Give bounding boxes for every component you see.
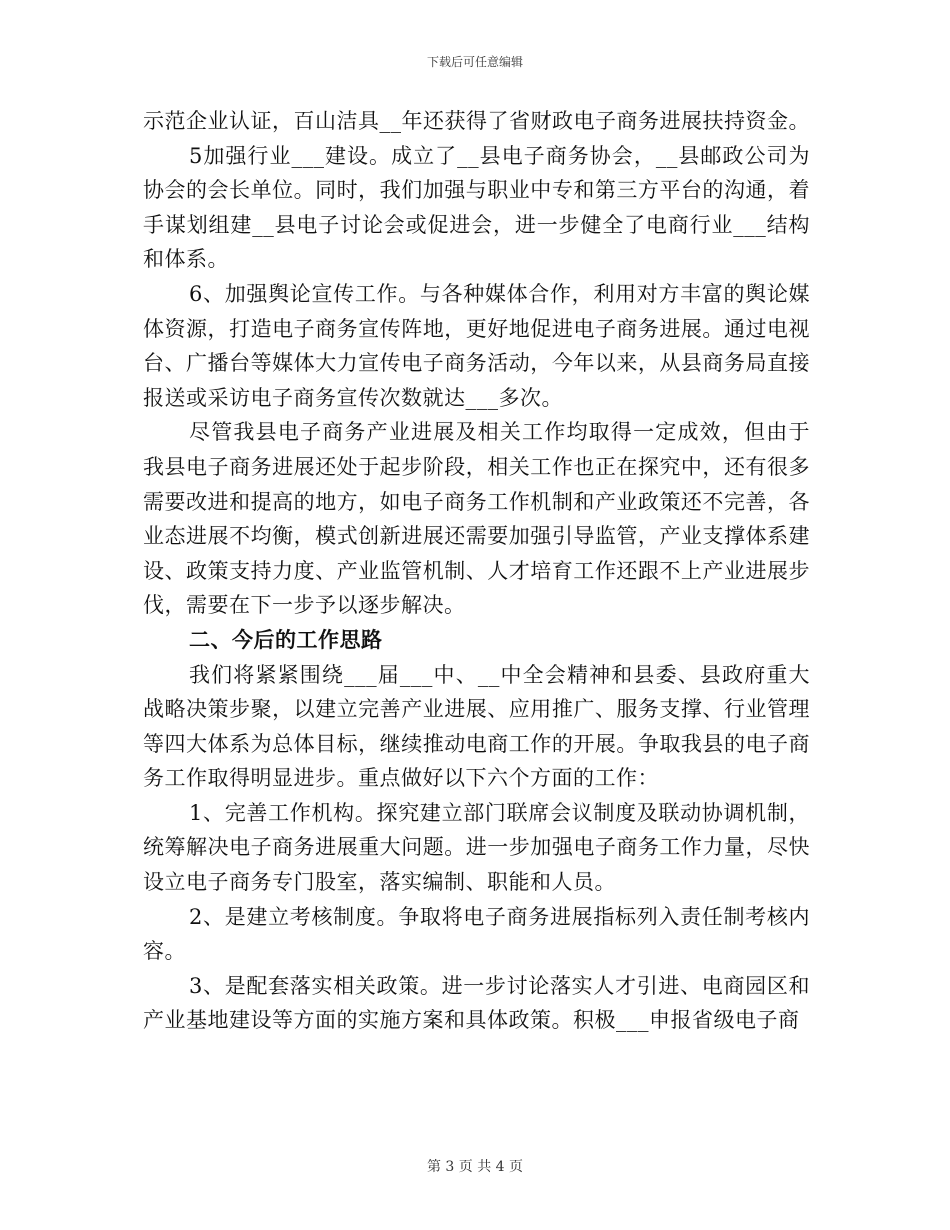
- page-number: 第 3 页 共 4 页: [426, 1159, 524, 1175]
- paragraph-item-3: 3、是配套落实相关政策。进一步讨论落实人才引进、电商园区和产业基地建设等方面的实施方案和具体政策。积极___申报省级电子商: [143, 973, 810, 1033]
- document-body: [143, 104, 810, 1038]
- paragraph-industry-building: 5加强行业___建设。成立了__县电子商务协会，__县邮政公司为协会的会长单位。同时，我们加强与职业中专和第三方平台的沟通，着手谋划组建__县电子讨论会或促进会，进一步健全了电商行业___结构和体系。: [143, 143, 810, 272]
- paragraph-item-2: 2、是建立考核制度。争取将电子商务进展指标列入责任制考核内容。: [143, 904, 810, 964]
- paragraph-challenges: 尽管我县电子商务产业进展及相关工作均取得一定成效，但由于我县电子商务进展还处于起步阶段，相关工作也正在探究中，还有很多需要改进和提高的地方，如电子商务工作机制和产业政策还不完善，各业态进展不均衡，模式创新进展还需要加强引导监管，产业支撑体系建设、政策支持力度、产业监管机制、人才培育工作还跟不上产业进展步伐，需要在下一步予以逐步解决。: [143, 420, 810, 618]
- page-header: 下载后可任意编辑: [426, 55, 523, 69]
- paragraph-publicity: 6、加强舆论宣传工作。与各种媒体合作，利用对方丰富的舆论媒体资源，打造电子商务宣传阵地，更好地促进电子商务进展。通过电视台、广播台等媒体大力宣传电子商务活动，今年以来，从县商务局直接报送或采访电子商务宣传次数就达___多次。: [143, 281, 810, 410]
- section-heading: 二、今后的工作思路: [189, 626, 383, 652]
- paragraph-continuation: 示范企业认证，百山洁具__年还获得了省财政电子商务进展扶持资金。: [143, 109, 810, 133]
- paragraph-overview: 我们将紧紧围绕___届___中、__中全会精神和县委、县政府重大战略决策步聚，以建立完善产业进展、应用推广、服务支撑、行业管理等四大体系为总体目标，继续推动电商工作的开展。争取我县的电子商务工作取得明显进步。重点做好以下六个方面的工作：: [143, 662, 810, 791]
- paragraph-item-1: 1、完善工作机构。探究建立部门联席会议制度及联动协调机制，统筹解决电子商务进展重大问题。进一步加强电子商务工作力量，尽快设立电子商务专门股室，落实编制、职能和人员。: [143, 800, 810, 895]
